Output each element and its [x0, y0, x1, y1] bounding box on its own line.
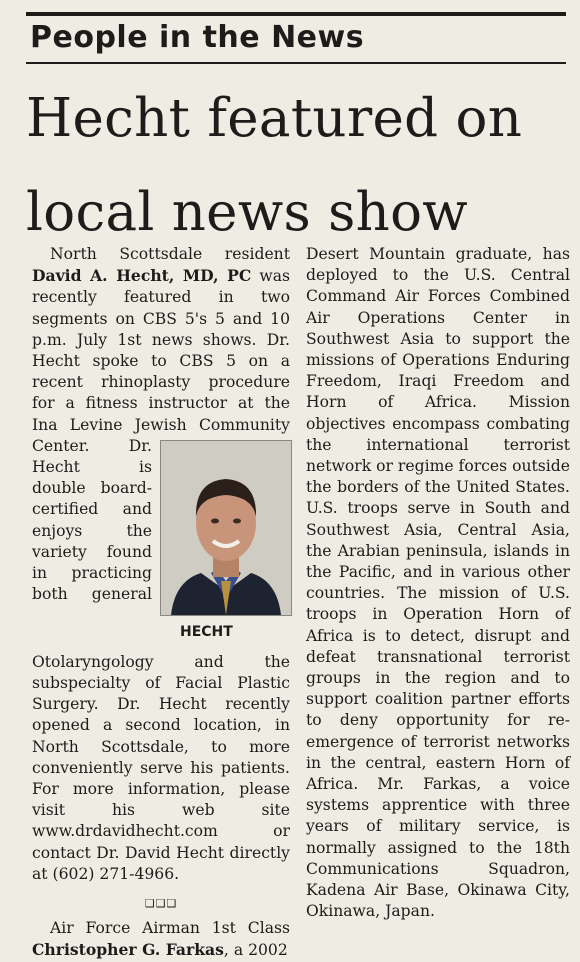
right-column	[306, 244, 570, 923]
left-column	[32, 244, 290, 962]
top-rule	[26, 12, 566, 16]
portrait-image	[161, 441, 291, 615]
story1-body-start: was recently featured in two segments on CBS 5's 5 and 10 p.m. July 1st news shows. Dr. Hecht spoke to CBS 5 on a recent rhinoplasty procedure for a fitness instructor at the Ina Levine Jewish Community Center.	[32, 267, 290, 455]
story2-continued: Desert Mountain graduate, has deployed to the U.S. Central Command Air Forces Combined Air Operations Center in Southwest Asia to support the missions of Operations Enduring Freedom, Iraqi Freedom and Horn of Africa. Mission objectives encompass combating the international terrorist network or regime forces outside the borders of the United States. U.S. troops serve in South and Southwest Asia, Central Asia, the Arabian peninsula, islands in the Pacific, and in various other countries. The mission of U.S. troops in Operation Horn of Africa is to detect, disrupt and defeat transnational terrorist groups in the region and to support coalition partner efforts to deny opportunity for re-emergence of terrorist networks in the central, eastern Horn of Africa. Mr. Farkas, a voice systems apprentice with three years of military service, is normally assigned to the 18th Communications Squadron, Kadena Air Base, Okinawa City, Okinawa, Japan.	[306, 245, 570, 921]
story2-name: Christopher G. Farkas	[32, 940, 224, 960]
story1-paragraph	[32, 244, 290, 885]
story1-lead: North Scottsdale resident	[50, 245, 290, 263]
photo-box	[160, 440, 290, 650]
story2-pre: Air Force Airman 1st Class	[50, 919, 290, 938]
story1-body-rest: Dr. Hecht is double board-certified and enjoys the variety found in practicing both general Otolaryngology and the subspecialty of Facial Plastic Surgery. Dr. Hecht recently opened a second location, in North Scottsdale, to more conveniently serve his patients. For more information, please visit his web site www.drdavidhecht.com or contact Dr. David Hecht directly at (602) 271-4966.	[32, 436, 290, 883]
section-rule	[26, 62, 566, 64]
photo-caption: HECHT	[180, 623, 233, 640]
headline: Hecht featured on local news show	[26, 88, 523, 243]
story2-lead-paragraph	[32, 918, 290, 961]
story1-body	[32, 267, 290, 883]
section-title: People in the News	[30, 20, 365, 55]
story2-post-left: , a 2002	[223, 941, 288, 960]
hecht-photo	[160, 440, 292, 616]
separator-icon: ❑❑❑	[144, 897, 178, 911]
story1-name: David A. Hecht, MD, PC	[32, 266, 252, 286]
